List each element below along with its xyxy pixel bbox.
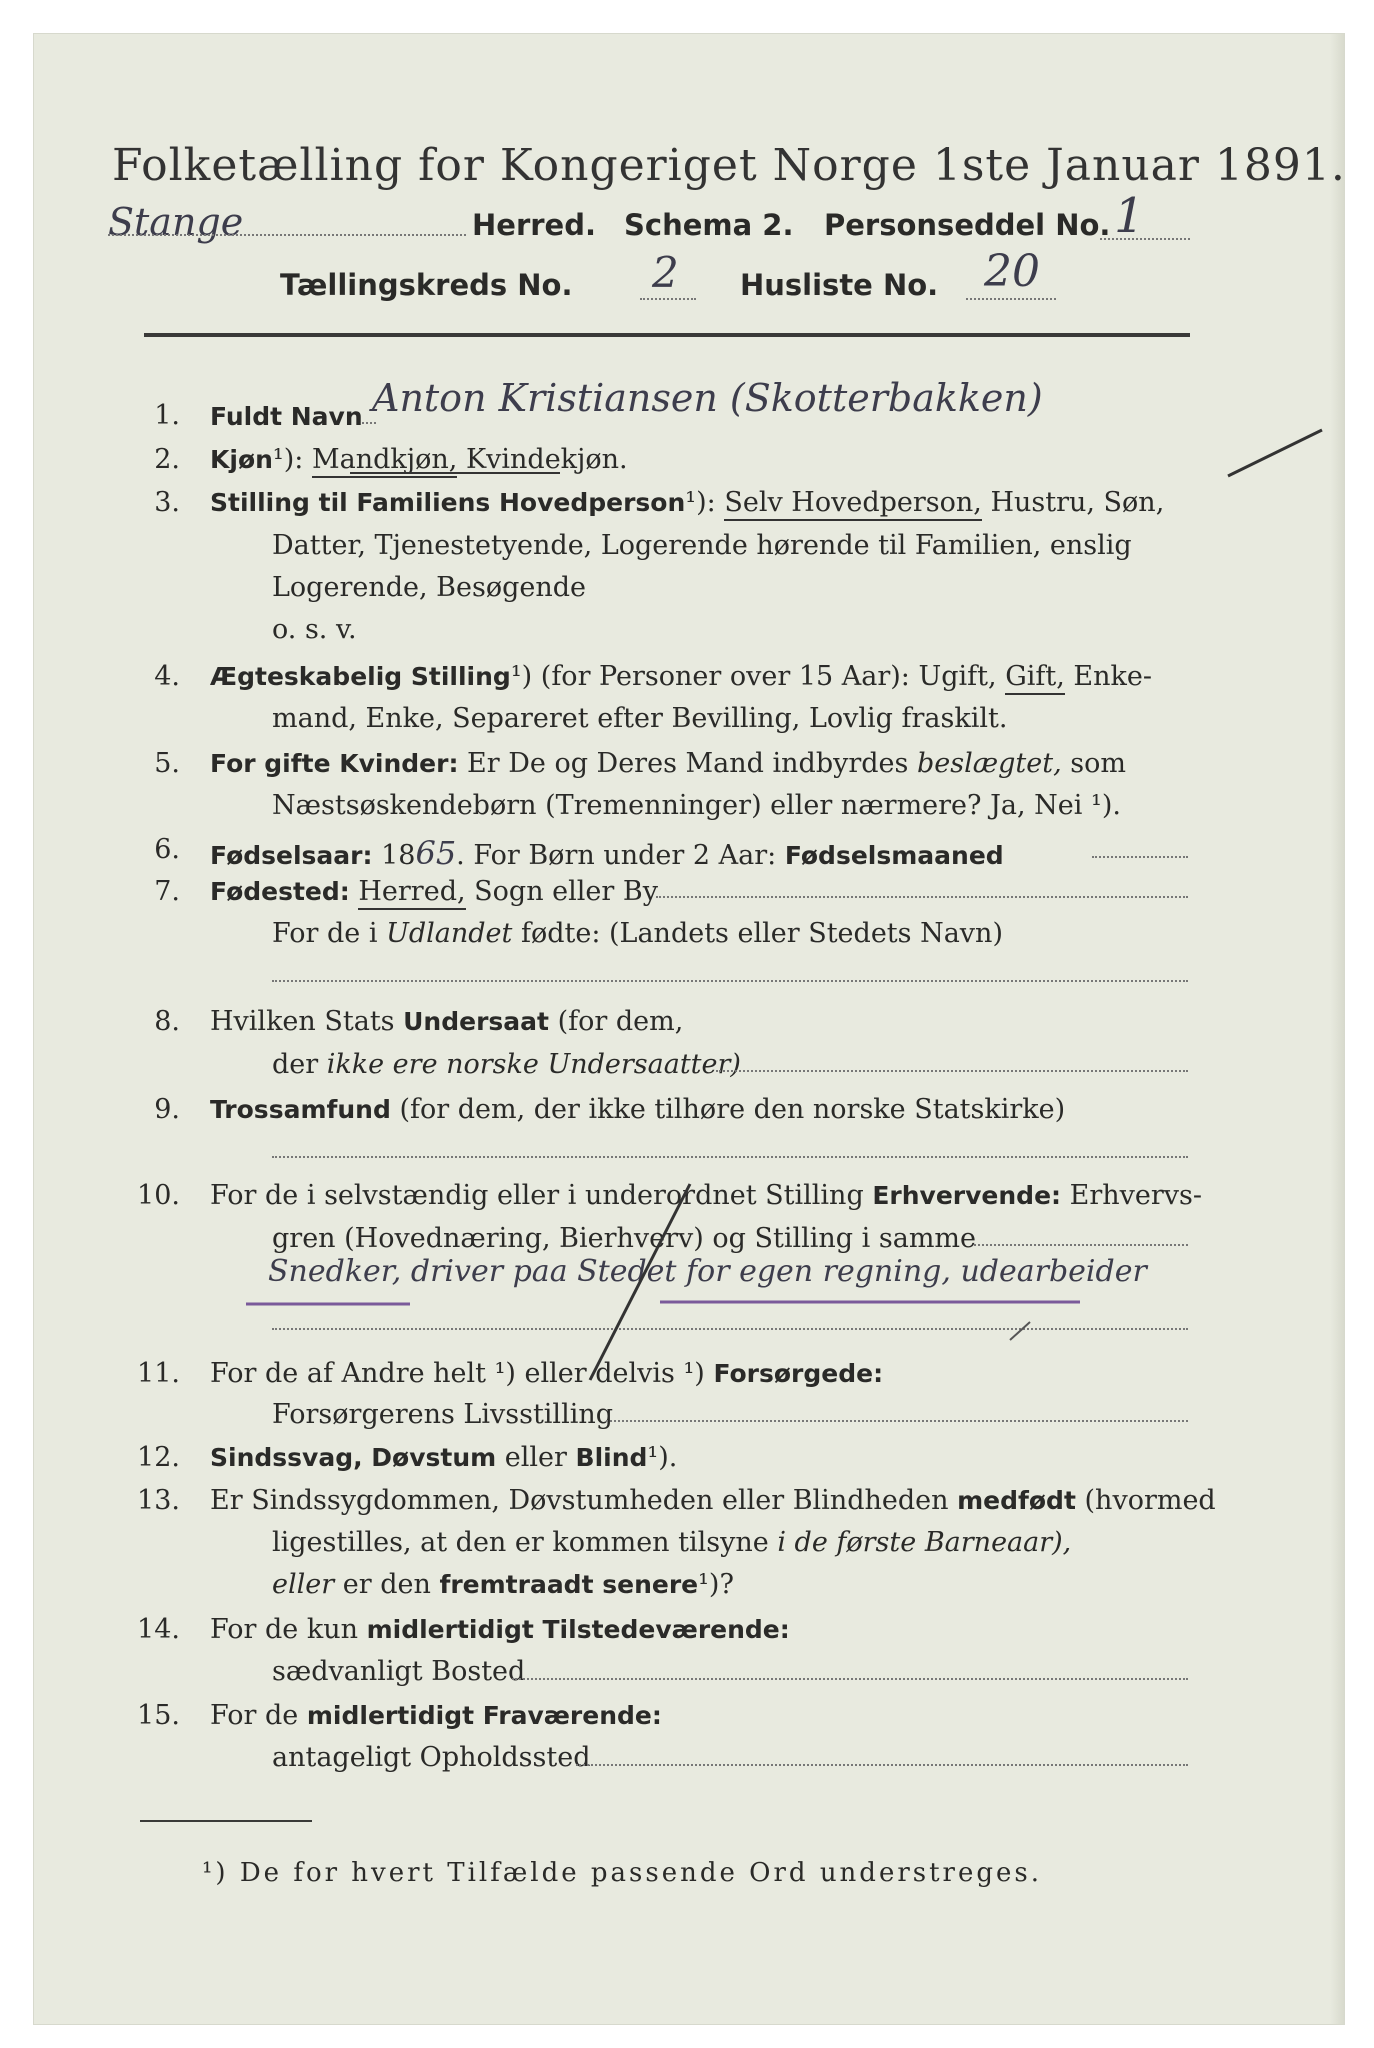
- udlandet-text-a: For de i: [272, 918, 378, 949]
- schema-label: Schema 2.: [624, 208, 794, 242]
- fodselsaar-value: 65: [415, 834, 457, 872]
- aegteskab-text: (for Personer over 15 Aar): Ugift,: [540, 661, 997, 692]
- trossamfund-label: Trossamfund: [210, 1095, 391, 1124]
- fodested-option-herred: Herred,: [358, 876, 465, 910]
- erhverv-value: Snedker, driver paa Stedet for egen regning, udearbeider: [268, 1254, 1147, 1289]
- gifte-kvinder-text: Er De og Deres Mand indbyrdes: [467, 748, 909, 779]
- herred-label: Herred.: [472, 208, 596, 242]
- undersaat-text-b: (for dem,: [557, 1006, 684, 1037]
- item-number: 11.: [137, 1358, 180, 1389]
- som-word: som: [1070, 748, 1126, 779]
- stilling-label: Stilling til Familiens Hovedperson: [210, 488, 686, 517]
- item-number: 10.: [137, 1180, 180, 1211]
- item-number: 4.: [154, 661, 180, 692]
- gifte-kvinder-line2: Næstsøskendebørn (Tremenninger) eller nærmere? Ja, Nei ¹).: [272, 790, 1121, 821]
- footnote-mark: ¹).: [647, 1442, 678, 1473]
- footnote-rule: [140, 1820, 312, 1822]
- erhverv-label: Erhvervende:: [872, 1181, 1062, 1210]
- medfodt-line2-b: i de første Barneaar),: [777, 1527, 1072, 1558]
- undersaat-text-a: Hvilken Stats: [210, 1006, 395, 1037]
- medfodt-line2-a: ligestilles, at den er kommen tilsyne: [272, 1527, 769, 1558]
- udlandet-word: Udlandet: [386, 918, 513, 949]
- fuldt-navn-value: Anton Kristiansen (Skotterbakken): [372, 376, 1043, 420]
- opholdssted-label: antageligt Opholdssted: [272, 1742, 591, 1773]
- kjon-label: Kjøn: [210, 445, 273, 474]
- personseddel-value: 1: [1114, 188, 1145, 244]
- undersaat-line2-b: ikke ere norske Undersaatter): [326, 1049, 741, 1080]
- stilling-options-line3: Logerende, Besøgende: [272, 572, 586, 603]
- kreds-value: 2: [652, 248, 679, 297]
- item-number: 1.: [154, 400, 180, 431]
- footnote-mark: ¹)?: [698, 1569, 734, 1600]
- kjon-option-kvinde: Kvindekjøn.: [465, 444, 628, 475]
- fuldt-navn-label: Fuldt Navn: [210, 402, 363, 431]
- fodested-label: Fødested:: [210, 877, 350, 906]
- fodselsaar-label: Fødselsaar:: [210, 841, 373, 870]
- pen-stroke-diagonal: [590, 1184, 690, 1380]
- aegteskab-option-gift: Gift,: [1005, 661, 1065, 695]
- husliste-value: 20: [984, 246, 1040, 297]
- fravaerende-text: For de: [210, 1700, 299, 1731]
- fodselsmaaned-text: For Børn under 2 Aar:: [473, 840, 777, 871]
- item-number: 8.: [154, 1006, 180, 1037]
- fodselsmaaned-label: Fødselsmaaned: [784, 841, 1004, 870]
- udlandet-text-b: fødte: (Landets eller Stedets Navn): [520, 918, 1003, 949]
- aegteskab-label: Ægteskabelig Stilling: [210, 662, 511, 691]
- beslaegtet-word: beslægtet,: [916, 748, 1062, 779]
- footnote-text: ¹) De for hvert Tilfælde passende Ord understreges.: [202, 1858, 1043, 1888]
- form-title: Folketælling for Kongeriget Norge 1ste Januar 1891.: [112, 140, 1346, 191]
- husliste-label: Husliste No.: [740, 268, 939, 302]
- pen-stroke-name: [1228, 430, 1322, 476]
- tilstede-text: For de kun: [210, 1614, 358, 1645]
- kjon-option-mand: Mandkjøn,: [312, 444, 457, 478]
- footnote-mark: ¹):: [685, 487, 716, 518]
- medfodt-label: medfødt: [957, 1486, 1076, 1515]
- item-number: 9.: [154, 1094, 180, 1125]
- herred-value: Stange: [108, 200, 244, 244]
- opholdssted-dotline: [576, 1764, 1188, 1766]
- stilling-options-line4: o. s. v.: [272, 614, 357, 645]
- personseddel-label: Personseddel No.: [824, 208, 1111, 242]
- medfodt-text-a: Er Sindssygdommen, Døvstumheden eller Blindheden: [210, 1485, 949, 1516]
- item-number: 3.: [154, 487, 180, 518]
- stilling-options-rest: Hustru, Søn,: [990, 487, 1165, 518]
- aegteskab-text-end: Enke-: [1073, 661, 1152, 692]
- forsorger-dotline: [606, 1420, 1188, 1422]
- medfodt-text-b: (hvormed: [1084, 1485, 1216, 1516]
- pen-tick: [1010, 1322, 1030, 1340]
- item-number: 2.: [154, 444, 180, 475]
- erhverv-text-b: Erhvervs-: [1069, 1180, 1203, 1211]
- gifte-kvinder-label: For gifte Kvinder:: [210, 749, 459, 778]
- erhverv-line2: gren (Hovednæring, Bierhverv) og Stilling i samme: [272, 1223, 977, 1254]
- fravaerende-label: midlertidigt Fraværende:: [306, 1701, 662, 1730]
- aegteskab-line2: mand, Enke, Separeret efter Bevilling, Lovlig fraskilt.: [272, 703, 1008, 734]
- fodselsaar-prefix: 18: [381, 840, 416, 871]
- item-number: 7.: [154, 876, 180, 907]
- stilling-options-line2: Datter, Tjenestetyende, Logerende hørende til Familien, enslig: [272, 530, 1132, 561]
- trossamfund-text: (for dem, der ikke tilhøre den norske Statskirke): [399, 1094, 1066, 1125]
- fodested-options: Sogn eller By: [474, 876, 658, 907]
- blind-label: Blind: [575, 1443, 648, 1472]
- item-number: 15.: [137, 1700, 180, 1731]
- stilling-option-selv: Selv Hovedperson,: [724, 487, 982, 521]
- footnote-mark: ¹):: [272, 444, 304, 475]
- kreds-label: Tællingskreds No.: [280, 268, 573, 302]
- sindssvag-label: Sindssvag, Døvstum: [210, 1443, 497, 1472]
- forsorgede-text: For de af Andre helt ¹) eller delvis ¹): [210, 1358, 705, 1389]
- bosted-label: sædvanligt Bosted: [272, 1656, 526, 1687]
- forsorger-livsstilling: Forsørgerens Livsstilling: [272, 1399, 614, 1430]
- tilstede-label: midlertidigt Tilstedeværende:: [366, 1615, 790, 1644]
- item-number: 6.: [154, 834, 180, 865]
- fremtraadt-label: fremtraadt senere: [439, 1570, 699, 1599]
- forsorgede-label: Forsørgede:: [713, 1359, 884, 1388]
- erhverv-text-a: For de i selvstændig eller i underordnet Stilling: [210, 1180, 864, 1211]
- sindssvag-eller: eller: [504, 1442, 567, 1473]
- item-number: 13.: [137, 1485, 180, 1516]
- bosted-dotline: [512, 1678, 1188, 1680]
- item-number: 12.: [137, 1442, 180, 1473]
- undersaat-line2-a: der: [272, 1049, 319, 1080]
- medfodt-line3-a: eller: [272, 1569, 335, 1600]
- item-number: 5.: [154, 748, 180, 779]
- medfodt-line3-b: er den: [342, 1569, 431, 1600]
- undersaat-label: Undersaat: [403, 1007, 549, 1036]
- item-number: 14.: [137, 1614, 180, 1645]
- footnote-mark: ¹): [510, 661, 533, 692]
